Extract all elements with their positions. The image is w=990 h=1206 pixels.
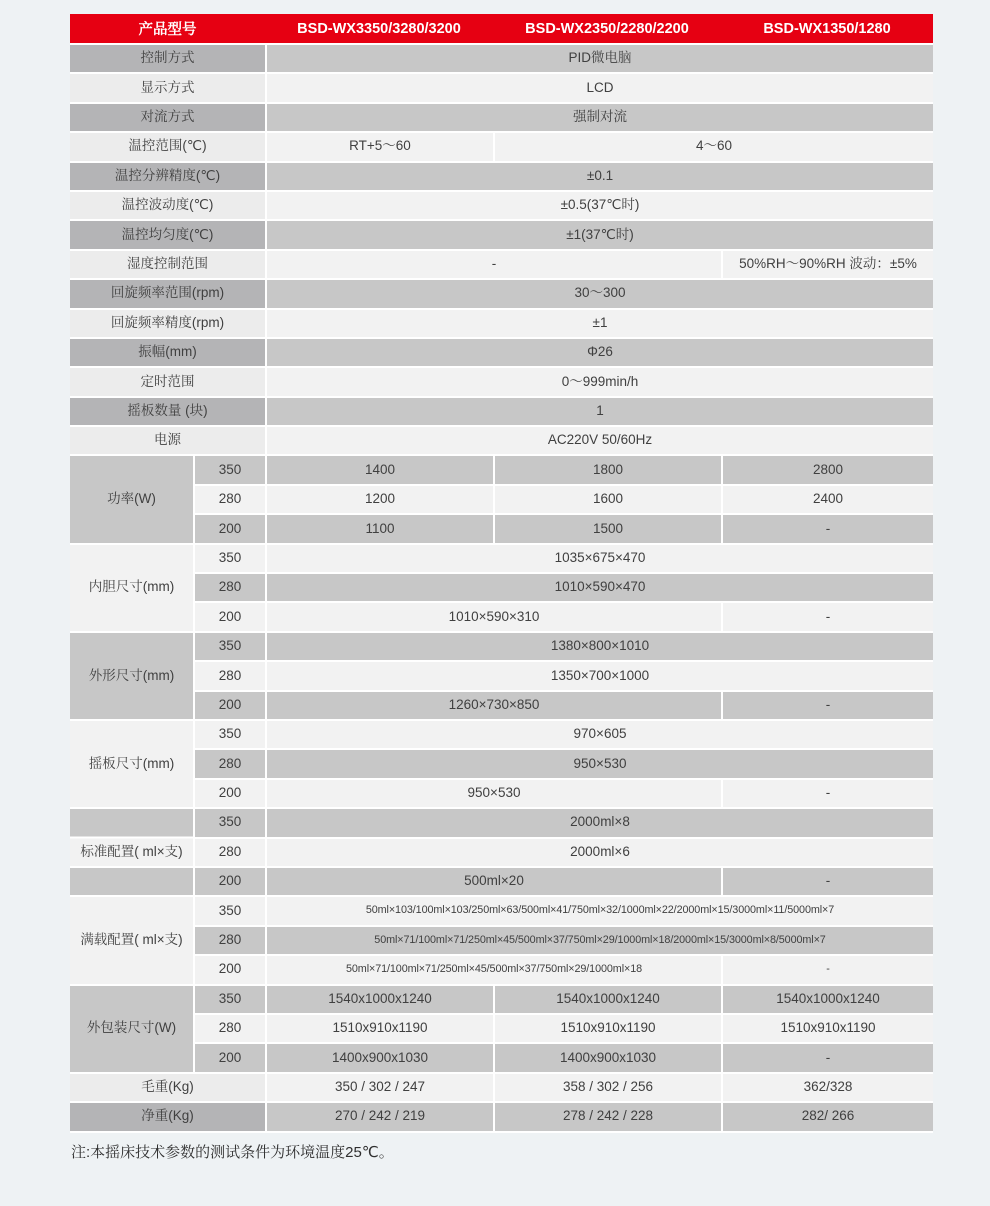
spec-value-cell: - (267, 251, 721, 278)
spec-label-cell: 电源 (70, 427, 265, 454)
header-product-model-label: 产品型号 (138, 22, 197, 38)
spec-sub-label-cell: 200 (195, 1044, 265, 1071)
spec-sub-label-cell: 280 (195, 486, 265, 513)
spec-subrow (195, 456, 933, 483)
spec-table (70, 14, 933, 1133)
spec-group-label-cell: 内胆尺寸(mm) (70, 545, 193, 631)
spec-value-cell: 1 (267, 398, 933, 425)
spec-sub-label-cell: 280 (195, 839, 265, 866)
spec-value-cell: 950×530 (267, 780, 721, 807)
spec-value-cell: 2400 (723, 486, 933, 513)
spec-value-cell: 1380×800×1010 (267, 633, 933, 660)
spec-sub-label-cell: 200 (195, 603, 265, 630)
spec-row (70, 192, 933, 219)
spec-row (70, 339, 933, 366)
spec-label-cell: 摇板数量 (块) (70, 398, 265, 425)
spec-label-cell: 振幅(mm) (70, 339, 265, 366)
spec-value-cell: 2800 (723, 456, 933, 483)
spec-value-cell: 1200 (267, 486, 493, 513)
spec-group-label-cell: 功率(W) (70, 456, 193, 542)
spec-label-cell: 回旋频率精度(rpm) (70, 310, 265, 337)
spec-value-cell: AC220V 50/60Hz (267, 427, 933, 454)
spec-value-cell: 282/ 266 (723, 1103, 933, 1130)
spec-label-cell: 毛重(Kg) (70, 1074, 265, 1101)
footnote: 注:本摇床技术参数的测试条件为环境温度25℃。 (71, 1144, 394, 1161)
spec-group-subrows (195, 809, 933, 895)
header-model-col-2: BSD-WX2350/2280/2200 (525, 20, 689, 37)
spec-value-cell: 278 / 242 / 228 (495, 1103, 721, 1130)
spec-group (70, 809, 933, 895)
spec-value-cell: 1400 (267, 456, 493, 483)
spec-sub-label-cell: 280 (195, 927, 265, 954)
spec-value-cell: 1510x910x1190 (495, 1015, 721, 1042)
spec-sub-label-cell: 200 (195, 780, 265, 807)
spec-sub-label-cell: 350 (195, 633, 265, 660)
spec-subrow (195, 839, 933, 866)
spec-sub-label-cell: 350 (195, 456, 265, 483)
spec-subrow (195, 1044, 933, 1071)
spec-value-cell: 1035×675×470 (267, 545, 933, 572)
spec-value-cell: 1400x900x1030 (495, 1044, 721, 1071)
spec-value-cell: 1260×730×850 (267, 692, 721, 719)
spec-value-cell: 1010×590×470 (267, 574, 933, 601)
spec-subrow (195, 927, 933, 954)
spec-subrow (195, 897, 933, 924)
spec-value-cell: - (723, 603, 933, 630)
spec-group (70, 721, 933, 807)
spec-value-cell: 270 / 242 / 219 (267, 1103, 493, 1130)
spec-value-cell: ±0.5(37℃时) (267, 192, 933, 219)
spec-row (70, 280, 933, 307)
spec-value-cell: - (723, 692, 933, 719)
spec-subrow (195, 692, 933, 719)
spec-value-cell: 350 / 302 / 247 (267, 1074, 493, 1101)
spec-value-cell: - (723, 956, 933, 983)
spec-label-cell: 湿度控制范围 (70, 251, 265, 278)
spec-value-cell: 358 / 302 / 256 (495, 1074, 721, 1101)
spec-sub-label-cell: 200 (195, 956, 265, 983)
spec-value-cell: 4～60 (495, 133, 933, 160)
spec-value-cell: ±1(37℃时) (267, 221, 933, 248)
spec-group-label-cell: 标准配置( ml×支) (70, 809, 193, 895)
spec-label-cell: 对流方式 (70, 104, 265, 131)
spec-value-cell: ±0.1 (267, 163, 933, 190)
spec-value-cell: 1540x1000x1240 (267, 986, 493, 1013)
spec-sub-label-cell: 200 (195, 692, 265, 719)
spec-value-cell: 950×530 (267, 750, 933, 777)
spec-subrow (195, 986, 933, 1013)
spec-row (70, 368, 933, 395)
spec-value-cell: 50ml×71/100ml×71/250ml×45/500ml×37/750ml×29/1000ml×18 (267, 956, 721, 983)
spec-label-cell: 回旋频率范围(rpm) (70, 280, 265, 307)
spec-group (70, 986, 933, 1072)
spec-value-cell: 970×605 (267, 721, 933, 748)
spec-group-label-cell: 外形尺寸(mm) (70, 633, 193, 719)
spec-group-subrows (195, 633, 933, 719)
spec-value-cell: 30～300 (267, 280, 933, 307)
spec-sub-label-cell: 280 (195, 574, 265, 601)
spec-label-cell: 温控波动度(℃) (70, 192, 265, 219)
spec-row (70, 398, 933, 425)
spec-group-subrows (195, 897, 933, 983)
spec-label-cell: 温控均匀度(℃) (70, 221, 265, 248)
spec-group-subrows (195, 456, 933, 542)
spec-value-cell: 1600 (495, 486, 721, 513)
spec-group (70, 545, 933, 631)
spec-label-cell: 控制方式 (70, 45, 265, 72)
spec-row (70, 221, 933, 248)
spec-group-subrows (195, 721, 933, 807)
spec-sub-label-cell: 350 (195, 721, 265, 748)
spec-subrow (195, 809, 933, 836)
spec-row (70, 427, 933, 454)
spec-row (70, 1074, 933, 1101)
spec-value-cell: 2000ml×6 (267, 839, 933, 866)
spec-row (70, 133, 933, 160)
spec-value-cell: 362/328 (723, 1074, 933, 1101)
spec-subrow (195, 545, 933, 572)
spec-value-cell: 1500 (495, 515, 721, 542)
spec-subrow (195, 750, 933, 777)
spec-value-cell: 1350×700×1000 (267, 662, 933, 689)
spec-group-label-cell: 外包装尺寸(W) (70, 986, 193, 1072)
spec-row (70, 310, 933, 337)
spec-value-cell: 1540x1000x1240 (495, 986, 721, 1013)
spec-sub-label-cell: 200 (195, 515, 265, 542)
table-header-row (70, 14, 933, 43)
spec-value-cell: 500ml×20 (267, 868, 721, 895)
spec-value-cell: 1540x1000x1240 (723, 986, 933, 1013)
spec-value-cell: PID微电脑 (267, 45, 933, 72)
spec-value-cell: ±1 (267, 310, 933, 337)
spec-value-cell: Φ26 (267, 339, 933, 366)
spec-value-cell: RT+5～60 (267, 133, 493, 160)
spec-sub-label-cell: 350 (195, 545, 265, 572)
spec-subrow (195, 780, 933, 807)
spec-group (70, 897, 933, 983)
spec-sub-label-cell: 280 (195, 662, 265, 689)
header-model-col-1: BSD-WX3350/3280/3200 (297, 20, 461, 37)
spec-label-cell: 温控范围(℃) (70, 133, 265, 160)
spec-value-cell: 50ml×103/100ml×103/250ml×63/500ml×41/750ml×32/1000ml×22/2000ml×15/3000ml×11/5000ml×7 (267, 897, 933, 924)
spec-sub-label-cell: 280 (195, 750, 265, 777)
spec-value-cell: - (723, 515, 933, 542)
spec-value-cell: - (723, 868, 933, 895)
spec-row (70, 74, 933, 101)
spec-group-label-cell: 满载配置( ml×支) (70, 897, 193, 983)
spec-group-subrows (195, 986, 933, 1072)
spec-group-subrows (195, 545, 933, 631)
spec-sub-label-cell: 280 (195, 1015, 265, 1042)
spec-row (70, 45, 933, 72)
spec-row (70, 1103, 933, 1130)
spec-row (70, 104, 933, 131)
spec-subrow (195, 486, 933, 513)
spec-group (70, 633, 933, 719)
spec-sub-label-cell: 200 (195, 868, 265, 895)
spec-subrow (195, 868, 933, 895)
spec-label-cell: 显示方式 (70, 74, 265, 101)
spec-subrow (195, 662, 933, 689)
spec-value-cell: 强制对流 (267, 104, 933, 131)
spec-subrow (195, 721, 933, 748)
spec-value-cell: 1100 (267, 515, 493, 542)
spec-value-cell: 50%RH～90%RH 波动：±5% (723, 251, 933, 278)
spec-row (70, 163, 933, 190)
spec-group (70, 456, 933, 542)
spec-sub-label-cell: 350 (195, 986, 265, 1013)
spec-label-cell: 定时范围 (70, 368, 265, 395)
spec-sub-label-cell: 350 (195, 809, 265, 836)
spec-value-cell: 2000ml×8 (267, 809, 933, 836)
spec-value-cell: 1010×590×310 (267, 603, 721, 630)
spec-value-cell: LCD (267, 74, 933, 101)
spec-subrow (195, 574, 933, 601)
spec-value-cell: 1400x900x1030 (267, 1044, 493, 1071)
spec-subrow (195, 1015, 933, 1042)
spec-value-cell: 0～999min/h (267, 368, 933, 395)
spec-value-cell: 1510x910x1190 (723, 1015, 933, 1042)
spec-value-cell: 50ml×71/100ml×71/250ml×45/500ml×37/750ml×29/1000ml×18/2000ml×15/3000ml×8/5000ml×7 (267, 927, 933, 954)
table-body (70, 45, 933, 1131)
spec-value-cell: - (723, 1044, 933, 1071)
header-model-col-3: BSD-WX1350/1280 (763, 20, 891, 37)
spec-sub-label-cell: 350 (195, 897, 265, 924)
spec-subrow (195, 515, 933, 542)
spec-label-cell: 净重(Kg) (70, 1103, 265, 1130)
spec-subrow (195, 603, 933, 630)
spec-subrow (195, 633, 933, 660)
spec-value-cell: - (723, 780, 933, 807)
spec-group-label-cell: 摇板尺寸(mm) (70, 721, 193, 807)
spec-label-cell: 温控分辨精度(℃) (70, 163, 265, 190)
spec-subrow (195, 956, 933, 983)
spec-value-cell: 1510x910x1190 (267, 1015, 493, 1042)
spec-value-cell: 1800 (495, 456, 721, 483)
spec-row (70, 251, 933, 278)
